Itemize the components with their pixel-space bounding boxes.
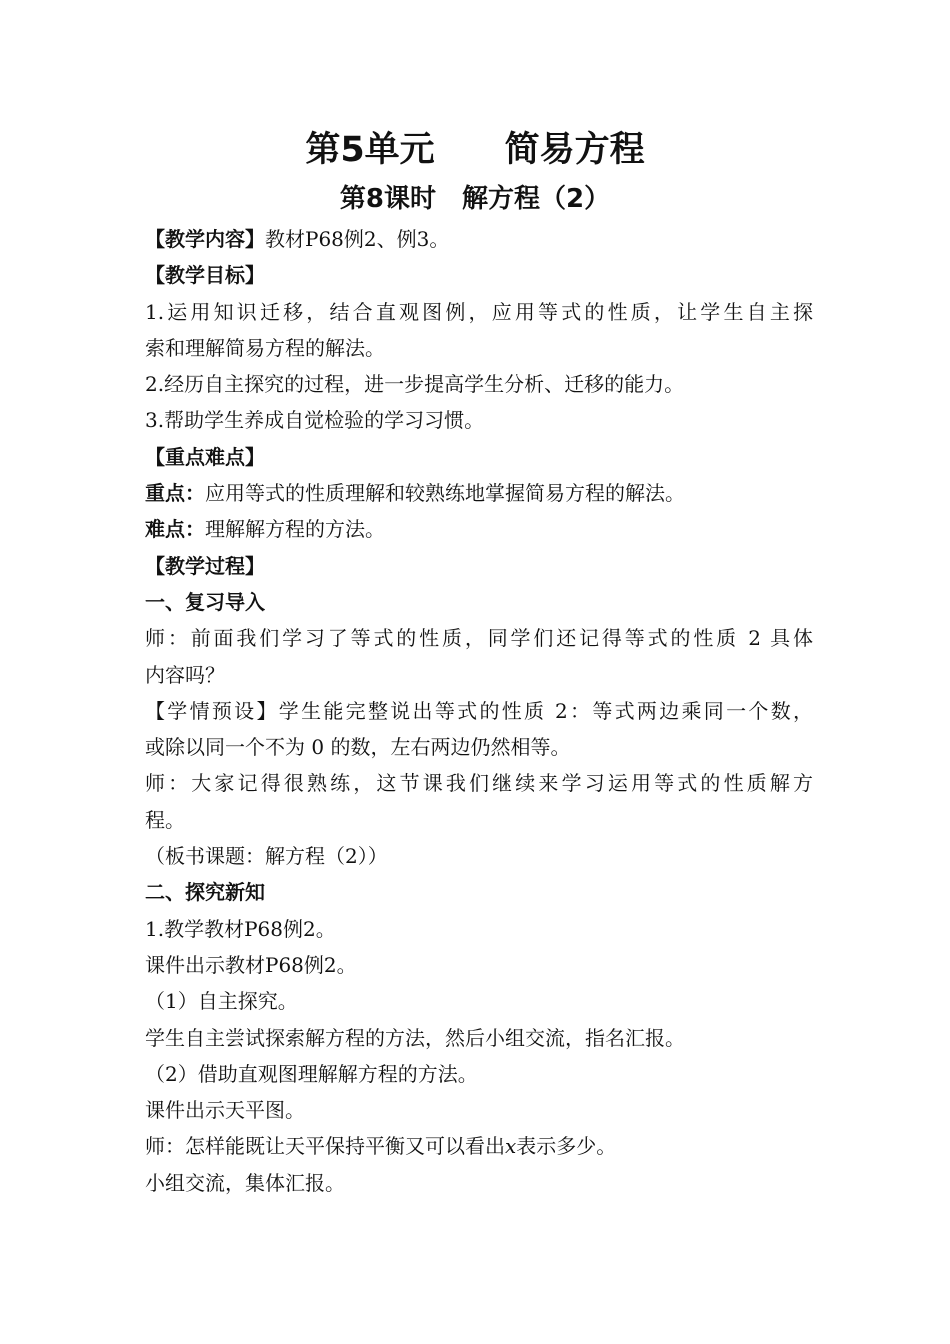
section-1-title: 一、复习导入	[145, 589, 265, 614]
visual-aid-step: （2）借助直观图理解解方程的方法。	[145, 1061, 478, 1086]
objective-1-line-2: 索和理解简易方程的解法。	[145, 335, 385, 360]
board-title-note: （板书课题：解方程（2））	[145, 844, 388, 869]
teaching-content-line	[145, 221, 813, 257]
difficult-point-line	[145, 511, 813, 547]
review-question-line-2: 内容吗？	[145, 662, 225, 687]
objective-2: 2.经历自主探究的过程，进一步提高学生分析、迁移的能力。	[145, 372, 685, 397]
objective-1-line-1: 1.运用知识迁移，结合直观图例，应用等式的性质，让学生自主探	[145, 299, 813, 324]
section-2-title: 二、探究新知	[145, 880, 265, 905]
example-2-courseware: 课件出示教材P68例2。	[145, 952, 357, 977]
teaching-process-heading: 【教学过程】	[145, 553, 265, 578]
difficult-point-text: 理解解方程的方法。	[205, 517, 385, 542]
teacher-intro-line-2: 程。	[145, 807, 185, 832]
balance-courseware: 课件出示天平图。	[145, 1098, 305, 1123]
group-exchange-text: 学生自主尝试探索解方程的方法，然后小组交流，指名汇报。	[145, 1025, 685, 1050]
student-preset-line-2: 或除以同一个不为 0 的数，左右两边仍然相等。	[145, 735, 571, 760]
teaching-content-text: 教材P68例2、例3。	[265, 227, 450, 251]
balance-question-part-2: 表示多少。	[516, 1134, 617, 1159]
teaching-content-label: 【教学内容】	[145, 227, 265, 251]
teacher-balance-question	[145, 1128, 813, 1164]
difficult-point-label: 难点：	[145, 517, 205, 542]
teaching-objectives-heading: 【教学目标】	[145, 263, 265, 288]
lesson-title: 第8课时 解方程（2）	[339, 184, 611, 214]
example-2-heading: 1.教学教材P68例2。	[145, 916, 336, 941]
review-question-line-1: 师：前面我们学习了等式的性质，同学们还记得等式的性质 2 具体	[145, 626, 813, 651]
group-report: 小组交流，集体汇报。	[145, 1170, 345, 1195]
lesson-body	[145, 221, 813, 1201]
balance-question-part-1: 师：怎样能既让天平保持平衡又可以看出	[145, 1134, 505, 1159]
key-point-line	[145, 475, 813, 511]
key-point-label: 重点：	[145, 481, 205, 506]
unit-title: 第5单元 简易方程	[305, 130, 645, 170]
key-points-heading: 【重点难点】	[145, 444, 265, 469]
variable-x: x	[505, 1134, 517, 1159]
objective-3: 3.帮助学生养成自觉检验的学习习惯。	[145, 408, 485, 433]
self-exploration-step: （1）自主探究。	[145, 989, 298, 1014]
teacher-intro-line-1: 师：大家记得很熟练，这节课我们继续来学习运用等式的性质解方	[145, 771, 813, 796]
key-point-text: 应用等式的性质理解和较熟练地掌握简易方程的解法。	[205, 481, 685, 506]
student-preset-line-1: 【学情预设】学生能完整说出等式的性质 2：等式两边乘同一个数，	[145, 698, 813, 723]
